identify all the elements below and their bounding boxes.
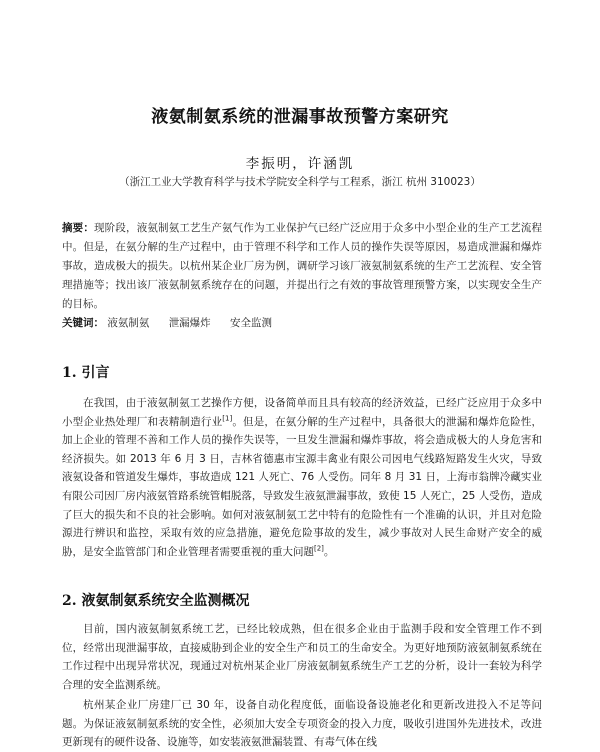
section-heading-introduction: 1. 引言 xyxy=(62,365,110,381)
keyword-item: 液氨制氨 xyxy=(107,317,150,329)
section-heading-monitoring: 2. 液氨制氨系统安全监测概况 xyxy=(62,593,250,609)
section1-text-b: 。但是，在氨分解的生产过程中，具备很大的泄漏和爆炸危险性，加上企业的管理不善和工作人员的操作失误等，一旦发生泄漏和爆炸事故，将会造成极大的人身危害和经济损失。如 2013 年 6 月 3 日，吉林省德惠市宝源丰禽业有限公司因电气线路短路发生火灾，导致液氨设备和管道发生爆炸，事故造成 121 人死亡、76 人受伤。同年 8 月 31 日，上海市翁牌冷藏实业有限公司因厂房内液氨管路系统管帽脱落，导致发生液氨泄漏事故，致使 15 人死亡，25 人受伤，造成了巨大的损失和不良的社会影响。如何对液氨制氨工艺中特有的危险性有一个准确的认识，并且对危险源进行辨识和监控，采取有效的应急措施，避免危险事故的发生，减少事故对人民生命财产安全的威胁，是安全监管部门和企业管理者需要重视的重大问题 xyxy=(62,415,543,558)
citation-1: [1] xyxy=(222,414,233,423)
citation-2: [2] xyxy=(314,544,324,553)
section1-text-c: 。 xyxy=(323,545,335,558)
keyword-item: 泄漏爆炸 xyxy=(168,317,211,329)
section2-paragraph-1: 目前，国内液氨制氨系统工艺，已经比较成熟，但在很多企业由于监测手段和安全管理工作不到位，经常出现泄漏事故，直接威胁到企业的安全生产和员工的生命安全。为更好地预防液氨制氨系统在工作过程中出现异常状况，现通过对杭州某企业厂房液氨制氨系统生产工艺的分析，设计一套较为科学合理的安全监测系统。 xyxy=(62,623,542,691)
keywords xyxy=(62,314,542,333)
abstract-label: 摘要： xyxy=(62,222,95,234)
paper-title: 液氨制氨系统的泄漏事故预警方案研究 xyxy=(151,107,449,127)
section2-paragraph-2: 杭州某企业厂房建厂已 30 年，设备自动化程度低，面临设备设施老化和更新改进投入不足等问题。为保证液氨制氨系统的安全性，必须加大安全专项资金的投入力度，吸收引进国外先进技术，改进更新现有的硬件设备、设施等，如安装液氨泄漏装置、有毒气体在线 xyxy=(62,699,542,749)
keyword-item: 安全监测 xyxy=(230,317,273,329)
section1-paragraph xyxy=(62,394,542,561)
abstract-text: 现阶段，液氨制氨工艺生产氨气作为工业保护气已经广泛应用于众多中小型企业的生产工艺流程中。但是，在氨分解的生产过程中，由于管理不科学和工作人员的操作失误等原因，易造成泄漏和爆炸事故，造成极大的损失。以杭州某企业厂房为例，调研学习该厂液氨制氨系统的生产工艺流程、安全管理措施等；找出该厂液氨制氨系统存在的问题，并提出行之有效的事故管理预警方案，以实现安全生产的目标。 xyxy=(62,222,543,310)
abstract xyxy=(62,219,542,314)
author-affiliation: （浙江工业大学教育科学与技术学院安全科学与工程系，浙江 杭州 310023） xyxy=(119,176,481,188)
paper-authors: 李振明，许涵凯 xyxy=(245,156,355,172)
section1-text-a: 在我国，由于液氨制氨工艺操作方便，设备简单而且具有较高的经济效益，已经广泛应用于众多中小型企业热处理厂和表精制造行业 xyxy=(62,397,542,428)
keywords-label: 关键词： xyxy=(62,317,104,329)
